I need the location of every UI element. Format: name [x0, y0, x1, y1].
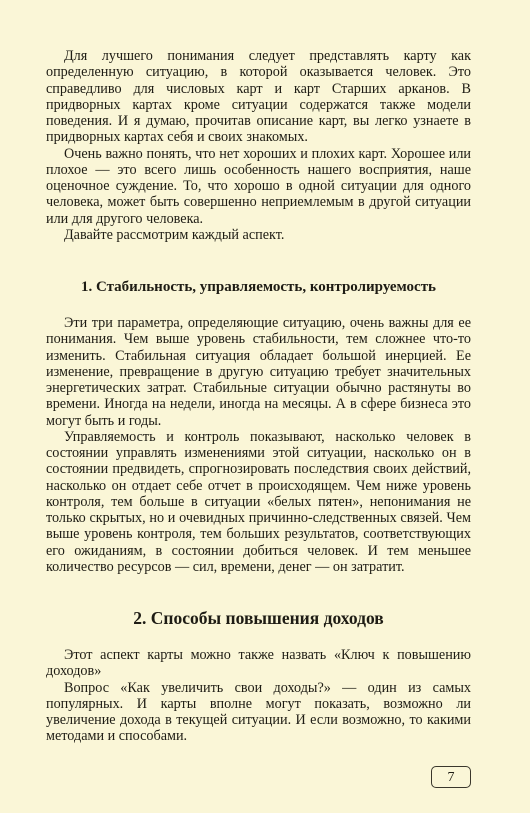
page-number: 7 [431, 766, 471, 788]
section-heading: 2. Способы повышения доходов [133, 608, 384, 628]
page-content [46, 48, 471, 745]
section-heading: 1. Стабильность, управляемость, контролируемость [81, 279, 436, 295]
paragraph: Управляемость и контроль показывают, насколько человек в состоянии управлять изменениями этой ситуации, насколько он в состоянии предвидеть, спрогнозировать последствия своих действий, насколько он отдает себе отчет в происходящем. Чем ниже уровень контроля, тем больше в ситуации «белых пятен», непонимания не только скрытых, но и очевидных причинно-следственных связей. Чем выше уровень контроля, тем больших результатов, соответствующих его ожиданиям, в состоянии добиться человек. И тем меньшее количество ресурсов — сил, времени, денег — он затратит. [46, 428, 471, 575]
paragraph: Очень важно понять, что нет хороших и плохих карт. Хорошее или плохое — это всего лишь особенность нашего восприятия, наше оценочное суждение. То, что хорошо в одной ситуации для одного человека, может быть совершенно неприемлемым в другой ситуации или для другого человека. [46, 145, 471, 227]
paragraph: Давайте рассмотрим каждый аспект. [64, 226, 285, 243]
paragraph: Для лучшего понимания следует представлять карту как определенную ситуацию, в которой оказывается человек. Это справедливо для числовых карт и карт Старших арканов. В придворных картах кроме ситуации содержатся также модели поведения. И я думаю, прочитав описание карт, вы легко узнаете в придворных картах себя и своих знакомых. [46, 48, 471, 146]
paragraph: Этот аспект карты можно также назвать «Ключ к повышению доходов» [46, 647, 471, 680]
paragraph: Эти три параметра, определяющие ситуацию, очень важны для ее понимания. Чем выше уровень стабильности, тем сложнее что-то изменить. Стабильная ситуация обладает большой инерцией. Ее изменение, превращение в другую ситуацию требует значительных энергетических затрат. Стабильные ситуации обычно растянуты во времени. Иногда на недели, иногда на месяцы. А в сфере бизнеса это могут быть и годы. [46, 315, 471, 429]
paragraph: Вопрос «Как увеличить свои доходы?» — один из самых популярных. И карты вполне могут показать, возможно ли увеличение дохода в текущей ситуации. И если возможно, то какими методами и способами. [46, 679, 471, 745]
